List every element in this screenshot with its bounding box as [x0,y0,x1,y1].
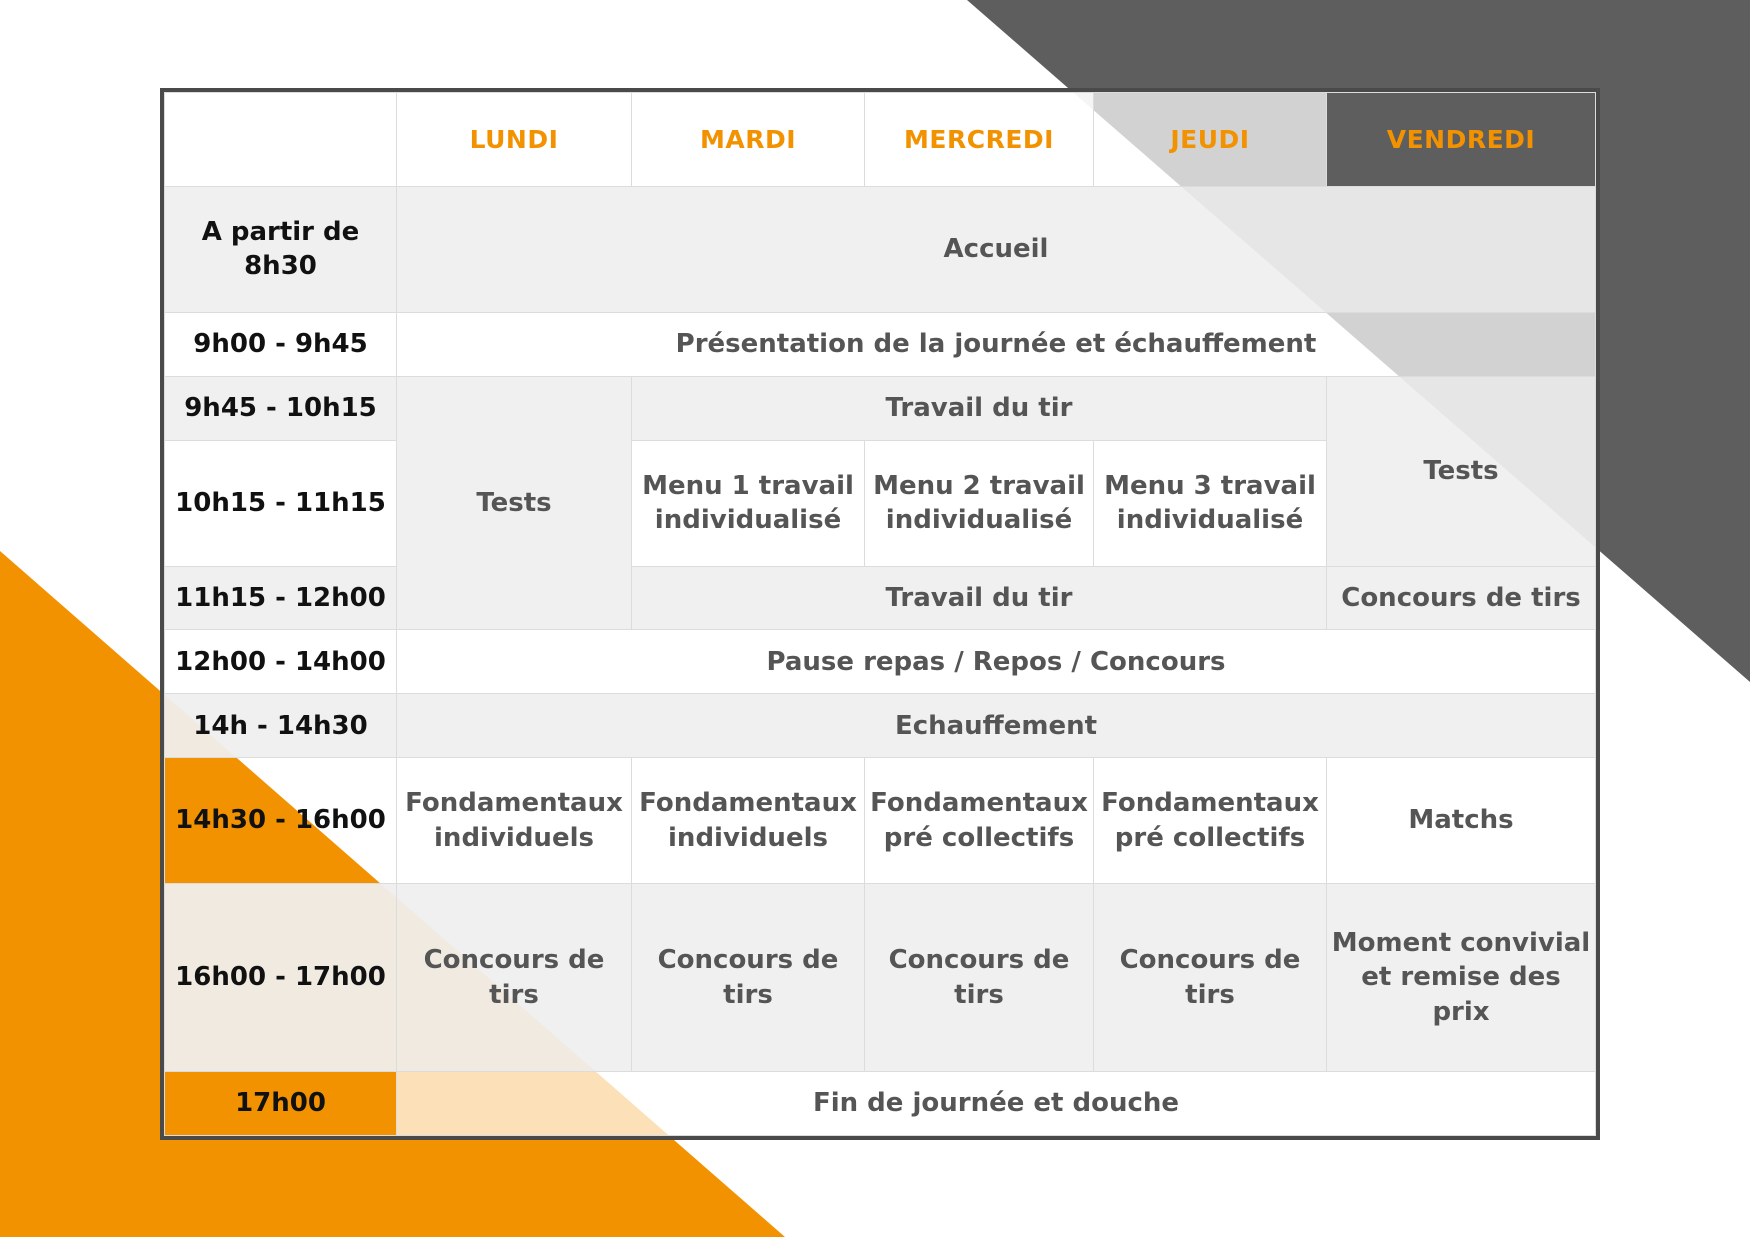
activity-concours-mercredi: Concours de tirs [865,884,1094,1072]
table-row [165,1072,1596,1136]
activity-echauffement: Echauffement [397,694,1596,758]
activity-fondamentaux-jeudi: Fondamentaux pré collectifs [1094,758,1327,884]
activity-concours-lundi: Concours de tirs [397,884,632,1072]
table-row [165,694,1596,758]
activity-fondamentaux-mardi: Fondamentaux individuels [632,758,865,884]
activity-fondamentaux-lundi: Fondamentaux individuels [397,758,632,884]
day-header-vendredi: VENDREDI [1327,93,1596,187]
activity-travail-du-tir: Travail du tir [632,566,1327,630]
day-header-lundi: LUNDI [397,93,632,187]
activity-fin-de-journee: Fin de journée et douche [397,1072,1596,1136]
activity-menu-2: Menu 2 travail individualisé [865,440,1094,566]
activity-menu-1: Menu 1 travail individualisé [632,440,865,566]
activity-concours-vendredi: Concours de tirs [1327,566,1596,630]
activity-concours-mardi: Concours de tirs [632,884,865,1072]
activity-matchs: Matchs [1327,758,1596,884]
activity-pause-repas: Pause repas / Repos / Concours [397,630,1596,694]
time-cell: 14h30 - 16h00 [165,758,397,884]
activity-fondamentaux-mercredi: Fondamentaux pré collectifs [865,758,1094,884]
schedule-table [164,92,1596,1136]
table-row [165,376,1596,440]
time-cell: 11h15 - 12h00 [165,566,397,630]
activity-menu-3: Menu 3 travail individualisé [1094,440,1327,566]
table-row [165,187,1596,313]
corner-cell [165,93,397,187]
day-header-mardi: MARDI [632,93,865,187]
table-row [165,884,1596,1072]
weekly-schedule [160,88,1600,1140]
activity-tests-lundi: Tests [397,376,632,630]
time-cell: 14h - 14h30 [165,694,397,758]
time-cell: A partir de 8h30 [165,187,397,313]
table-row [165,630,1596,694]
time-cell: 10h15 - 11h15 [165,440,397,566]
activity-accueil: Accueil [397,187,1596,313]
time-cell: 16h00 - 17h00 [165,884,397,1072]
table-row [165,758,1596,884]
time-cell: 9h45 - 10h15 [165,376,397,440]
activity-moment-convivial: Moment convivial et remise des prix [1327,884,1596,1072]
day-header-mercredi: MERCREDI [865,93,1094,187]
day-header-jeudi: JEUDI [1094,93,1327,187]
header-row [165,93,1596,187]
table-row [165,566,1596,630]
activity-concours-jeudi: Concours de tirs [1094,884,1327,1072]
activity-travail-du-tir: Travail du tir [632,376,1327,440]
activity-presentation: Présentation de la journée et échauffement [397,312,1596,376]
time-cell: 12h00 - 14h00 [165,630,397,694]
table-row [165,312,1596,376]
activity-tests-vendredi: Tests [1327,376,1596,566]
time-cell: 17h00 [165,1072,397,1136]
time-cell: 9h00 - 9h45 [165,312,397,376]
